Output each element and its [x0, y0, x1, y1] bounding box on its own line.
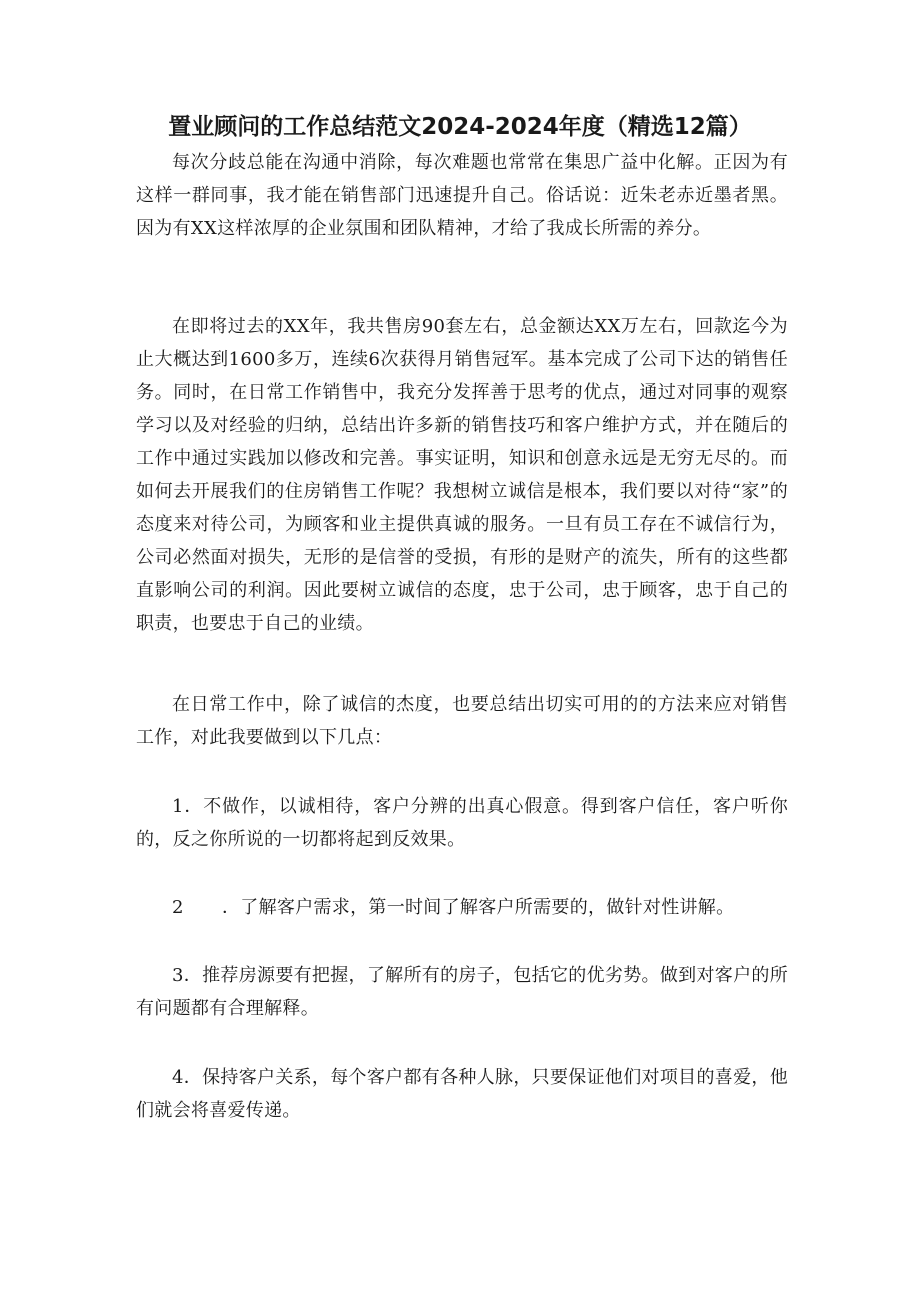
paragraph-sales-results: 在即将过去的XX年，我共售房90套左右，总金额达XX万左右，回款迄今为止大概达到1600多万，连续6次获得月销售冠军。基本完成了公司下达的销售任务。同时，在日常工作销售中，我充分发挥善于思考的优点，通过对同事的观察学习以及对经验的归纳，总结出许多新的销售技巧和客户维护方式，并在随后的工作中通过实践加以修改和完善。事实证明，知识和创意永远是无穷无尽的。而如何去开展我们的住房销售工作呢？我想树立诚信是根本，我们要以对待“家”的态度来对待公司，为顾客和业主提供真诚的服务。一旦有员工存在不诚信行为，公司必然面对损失，无形的是信誉的受损，有形的是财产的流失，所有的这些都直影响公司的利润。因此要树立诚信的态度，忠于公司，忠于顾客，忠于自己的职责，也要忠于自己的业绩。 [136, 316, 788, 634]
list-item-3: 3．推荐房源要有把握，了解所有的房子，包括它的优劣势。做到对客户的所有问题都有合理解释。 [136, 965, 788, 1019]
paragraph-methods-intro: 在日常工作中，除了诚信的杰度，也要总结出切实可用的的方法来应对销售工作，对此我要做到以下几点： [136, 694, 788, 748]
list-item-2 [136, 891, 788, 924]
document-title: 置业顾问的工作总结范文2024-2024年度（精选12篇） [168, 114, 752, 140]
paragraph-team-growth: 每次分歧总能在沟通中消除，每次难题也常常在集思广益中化解。正因为有这样一群同事，我才能在销售部门迅速提升自己。俗话说：近朱老赤近墨者黑。因为有XX这样浓厚的企业氛围和团队精神，才给了我成长所需的养分。 [136, 152, 788, 239]
list-item-4: 4．保持客户关系，每个客户都有各种人脉，只要保证他们对项目的喜爱，他们就会将喜爱传递。 [136, 1067, 788, 1121]
list-item-1: 1．不做作，以诚相待，客户分辨的出真心假意。得到客户信任，客户听你的，反之你所说的一切都将起到反效果。 [136, 796, 788, 850]
list-item-2-text: ．了解客户需求，第一时间了解客户所需要的，做针对性讲解。 [222, 897, 735, 918]
list-item-2-number: 2 [172, 897, 184, 918]
